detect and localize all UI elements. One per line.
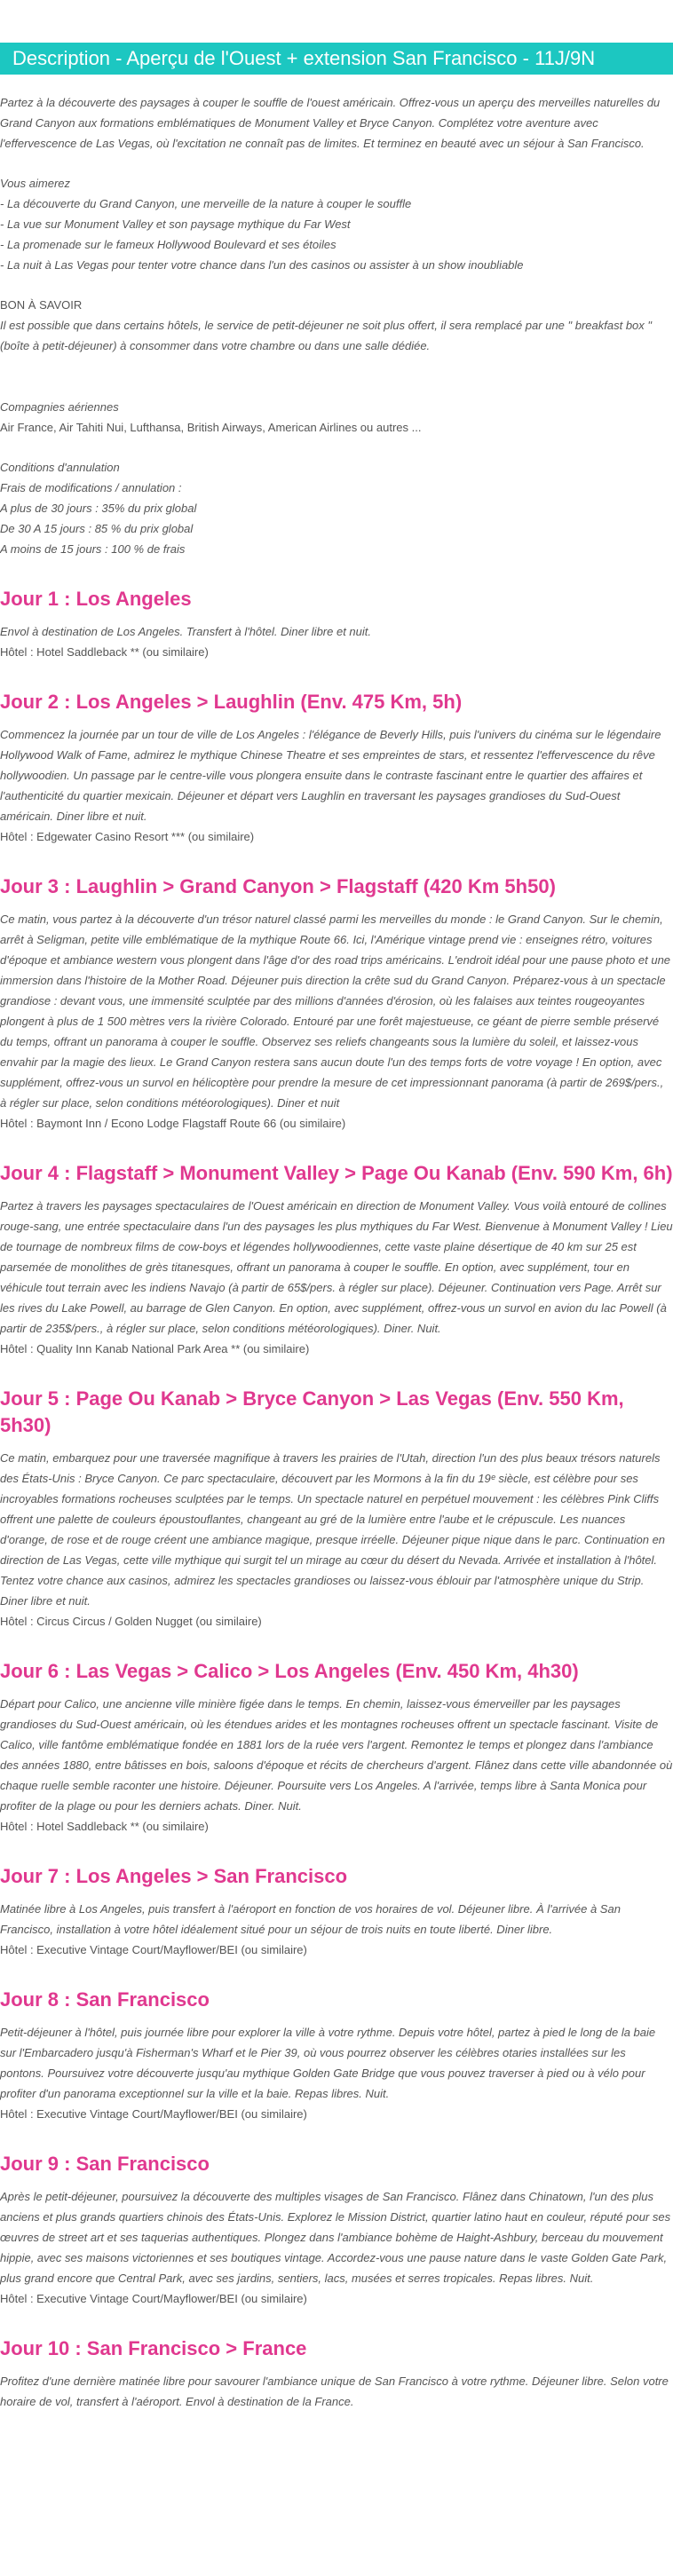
day-section — [0, 689, 673, 847]
day-hotel: Hôtel : Hotel Saddleback ** (ou similaire) — [0, 645, 209, 659]
day-hotel: Hôtel : Baymont Inn / Econo Lodge Flagstaff Route 66 (ou similaire) — [0, 1117, 346, 1130]
annulation-line: A moins de 15 jours : 100 % de frais — [0, 542, 186, 556]
compagnies-section — [0, 397, 673, 438]
day-heading: Jour 8 : San Francisco — [0, 1988, 210, 2011]
day-hotel: Hôtel : Edgewater Casino Resort *** (ou similaire) — [0, 830, 255, 843]
vous-aimerez-section — [0, 173, 673, 275]
vous-aimerez-item: - La promenade sur le fameux Hollywood Boulevard et ses étoiles — [0, 238, 336, 251]
day-hotel: Hôtel : Executive Vintage Court/Mayflower/BEI (ou similaire) — [0, 1943, 307, 1956]
day-text: Ce matin, embarquez pour une traversée magnifique à travers les prairies de l'Utah, direction l'un des plus beaux trésors naturels des États-Unis : Bryce Canyon. Ce parc spectaculaire, découvert par les Mormons à la fin du 19ᵉ siècle, est célèbre pour ses incroyables formations rocheuses sculptées par le temps. Un spectacle naturel en perpétuel mouvement : les célèbres Pink Cliffs offrent une palette de couleurs époustouflantes, changeant au gré de la lumière entre l'aube et le crépuscule. Les nuances d'orange, de rose et de rouge créent une ambiance magique, presque irréelle. Déjeuner pique nique dans le parc. Continuation en direction de Las Vegas, cette ville mythique qui surgit tel un mirage au cœur du désert du Nevada. Arrivée et installation à l'hôtel. Tentez votre chance aux casinos, admirez les spectacles grandioses ou laissez-vous éblouir par l'atmosphère unique du Strip. Diner libre et nuit. — [0, 1451, 666, 1608]
day-heading: Jour 10 : San Francisco > France — [0, 2337, 307, 2359]
compagnies-heading: Compagnies aériennes — [0, 400, 119, 414]
day-text: Ce matin, vous partez à la découverte d'un trésor naturel classé parmi les merveilles du monde : le Grand Canyon. Sur le chemin, arrêt à Seligman, petite ville emblématique de la mythique Route 66. Ici, l'Amérique vintage prend vie : enseignes rétro, voitures d'époque et ambiance western vous plongent dans l'âge d'or des road trips américains. L'endroit idéal pour une pause photo et une immersion dans l'histoire de la Mother Road. Déjeuner puis direction la crête sud du Grand Canyon. Préparez-vous à un spectacle grandiose : devant vous, une immensité sculptée par des millions d'années d'érosion, où les falaises aux teintes rougeoyantes plongent à plus de 1 500 mètres vers la rivière Colorado. Entouré par une forêt majestueuse, ce géant de pierre semble préservé du temps, offrant un panorama à couper le souffle. Observez ses reliefs changeants sous la lumière du soleil, et laissez-vous envahir par la magie des lieux. Le Grand Canyon restera sans aucun doute l'un des temps forts de votre voyage ! En option, avec supplément, offrez-vous un survol en hélicoptère pour prendre la mesure de cet impressionnant panorama (à partir de 269$/pers., à régler sur place, selon conditions météorologiques). Diner et nuit — [0, 913, 671, 1110]
day-text: Départ pour Calico, une ancienne ville minière figée dans le temps. En chemin, laissez-vous émerveiller par les paysages grandioses du Sud-Ouest américain, où les étendues arides et les montagnes rocheuses offrent un spectacle fascinant. Visite de Calico, ville fantôme emblématique fondée en 1881 lors de la ruée vers l'argent. Remontez le temps et plongez dans l'ambiance des années 1880, entre bâtisses en bois, saloons d'époque et récits de chercheurs d'argent. Flânez dans cette ville abandonnée où chaque ruelle semble raconter une histoire. Déjeuner. Poursuite vers Los Angeles. A l'arrivée, temps libre à Santa Monica pour profiter de la plage ou pour les derniers achats. Diner. Nuit. — [0, 1697, 673, 1813]
vous-aimerez-item: - La vue sur Monument Valley et son paysage mythique du Far West — [0, 217, 351, 231]
day-section — [0, 873, 673, 1134]
day-section — [0, 1160, 673, 1359]
day-heading: Jour 5 : Page Ou Kanab > Bryce Canyon > Las Vegas (Env. 550 Km, 5h30) — [0, 1387, 624, 1436]
day-text: Petit-déjeuner à l'hôtel, puis journée libre pour explorer la ville à votre rythme. Depuis votre hôtel, partez à pied le long de la baie sur l'Embarcadero jusqu'à Fisherman's Wharf et le Pier 39, où vous pourrez observer les célèbres otaries installées sur les pontons. Poursuivez votre découverte jusqu'au mythique Golden Gate Bridge que vous pouvez traverser à pied ou à vélo pour profiter d'un panorama exceptionnel sur la ville et la baie. Repas libres. Nuit. — [0, 2026, 656, 2100]
annulation-line: A plus de 30 jours : 35% du prix global — [0, 502, 197, 515]
day-heading: Jour 4 : Flagstaff > Monument Valley > Page Ou Kanab (Env. 590 Km, 6h) — [0, 1162, 673, 1184]
day-hotel: Hôtel : Executive Vintage Court/Mayflower/BEI (ou similaire) — [0, 2292, 307, 2305]
day-text: Profitez d'une dernière matinée libre pour savourer l'ambiance unique de San Francisco à votre rythme. Déjeuner libre. Selon votre horaire de vol, transfert à l'aéroport. Envol à destination de la France. — [0, 2375, 669, 2408]
day-text: Envol à destination de Los Angeles. Transfert à l'hôtel. Diner libre et nuit. — [0, 625, 371, 638]
page-title: Description - Aperçu de l'Ouest + extension San Francisco - 11J/9N — [0, 43, 673, 75]
day-heading: Jour 2 : Los Angeles > Laughlin (Env. 475 Km, 5h) — [0, 691, 463, 713]
day-hotel: Hôtel : Hotel Saddleback ** (ou similaire) — [0, 1820, 209, 1833]
annulation-line: Frais de modifications / annulation : — [0, 481, 182, 494]
bon-a-savoir-heading: BON À SAVOIR — [0, 298, 83, 312]
vous-aimerez-heading: Vous aimerez — [0, 177, 70, 190]
annulation-line: De 30 A 15 jours : 85 % du prix global — [0, 522, 194, 535]
compagnies-text: Air France, Air Tahiti Nui, Lufthansa, British Airways, American Airlines ou autres ... — [0, 421, 422, 434]
bon-a-savoir-text: Il est possible que dans certains hôtels, le service de petit-déjeuner ne soit plus offert, il sera remplacé par une " breakfast box " (boîte à petit-déjeuner) à consommer dans votre chambre ou dans une salle dédiée. — [0, 319, 653, 352]
vous-aimerez-item: - La nuit à Las Vegas pour tenter votre chance dans l'un des casinos ou assister à un show inoubliable — [0, 258, 524, 272]
day-text: Matinée libre à Los Angeles, puis transfert à l'aéroport en fonction de vos horaires de vol. Déjeuner libre. À l'arrivée à San Francisco, installation à votre hôtel idéalement situé pour un séjour de trois nuits en toute liberté. Diner libre. — [0, 1902, 621, 1936]
description-content — [0, 92, 673, 2412]
itinerary — [0, 559, 673, 2412]
day-section — [0, 1658, 673, 1837]
day-section — [0, 1386, 673, 1632]
day-heading: Jour 3 : Laughlin > Grand Canyon > Flagstaff (420 Km 5h50) — [0, 875, 556, 897]
day-section — [0, 2151, 673, 2309]
annulation-section — [0, 457, 673, 559]
day-section — [0, 2335, 673, 2412]
bon-a-savoir-section — [0, 295, 673, 356]
day-section — [0, 586, 673, 662]
day-text: Commencez la journée par un tour de ville de Los Angeles : l'élégance de Beverly Hills, puis l'univers du cinéma sur le légendaire Hollywood Walk of Fame, admirez le mythique Chinese Theatre et ses empreintes de stars, et ressentez l'effervescence du rêve hollywoodien. Un passage par le centre-ville vous plongera ensuite dans le contraste fascinant entre le quartier des affaires et l'authenticité du quartier mexicain. Déjeuner et départ vers Laughlin en traversant les paysages grandioses du Sud-Ouest américain. Diner libre et nuit. — [0, 728, 661, 823]
day-text: Partez à travers les paysages spectaculaires de l'Ouest américain en direction de Monument Valley. Vous voilà entouré de collines rouge-sang, une entrée spectaculaire dans l'un des paysages les plus mythiques du Far West. Bienvenue à Monument Valley ! Lieu de tournage de nombreux films de cow-boys et légendes hollywoodiennes, cette vaste plaine désertique de 40 km sur 25 est parsemée de monolithes de grès titanesques, offrant un panorama à couper le souffle. En option, avec supplément, tour en véhicule tout terrain avec les indiens Navajo (à partir de 65$/pers. à régler sur place). Déjeuner. Continuation vers Page. Arrêt sur les rives du Lake Powell, au barrage de Glen Canyon. En option, avec supplément, offrez-vous un survol en avion du lac Powell (à partir de 235$/pers., à régler sur place, selon conditions météorologiques). Diner. Nuit. — [0, 1199, 673, 1335]
annulation-heading: Conditions d'annulation — [0, 461, 120, 474]
day-section — [0, 1863, 673, 1960]
day-hotel: Hôtel : Quality Inn Kanab National Park Area ** (ou similaire) — [0, 1342, 310, 1355]
day-heading: Jour 9 : San Francisco — [0, 2153, 210, 2175]
day-heading: Jour 1 : Los Angeles — [0, 588, 192, 610]
day-hotel: Hôtel : Executive Vintage Court/Mayflower/BEI (ou similaire) — [0, 2107, 307, 2121]
day-hotel: Hôtel : Circus Circus / Golden Nugget (ou similaire) — [0, 1615, 262, 1628]
intro-text: Partez à la découverte des paysages à couper le souffle de l'ouest américain. Offrez-vous un aperçu des merveilles naturelles du Grand Canyon aux formations emblématiques de Monument Valley et Bryce Canyon. Complétez votre aventure avec l'effervescence de Las Vegas, où l'excitation ne connaît pas de limites. Et terminez en beauté avec un séjour à San Francisco. — [0, 96, 661, 150]
vous-aimerez-item: - La découverte du Grand Canyon, une merveille de la nature à couper le souffle — [0, 197, 412, 210]
day-section — [0, 1987, 673, 2124]
day-text: Après le petit-déjeuner, poursuivez la découverte des multiples visages de San Francisco. Flânez dans Chinatown, l'un des plus anciens et plus grands quartiers chinois des États-Unis. Explorez le Mission District, quartier latino haut en couleur, réputé pour ses œuvres de street art et ses taquerias authentiques. Plongez dans l'ambiance bohème de Haight-Ashbury, berceau du mouvement hippie, avec ses maisons victoriennes et ses boutiques vintage. Accordez-vous une pause nature dans le vaste Golden Gate Park, plus grand encore que Central Park, avec ses jardins, sentiers, lacs, musées et serres tropicales. Repas libres. Nuit. — [0, 2190, 671, 2285]
day-heading: Jour 7 : Los Angeles > San Francisco — [0, 1865, 348, 1887]
day-heading: Jour 6 : Las Vegas > Calico > Los Angeles (Env. 450 Km, 4h30) — [0, 1660, 579, 1682]
